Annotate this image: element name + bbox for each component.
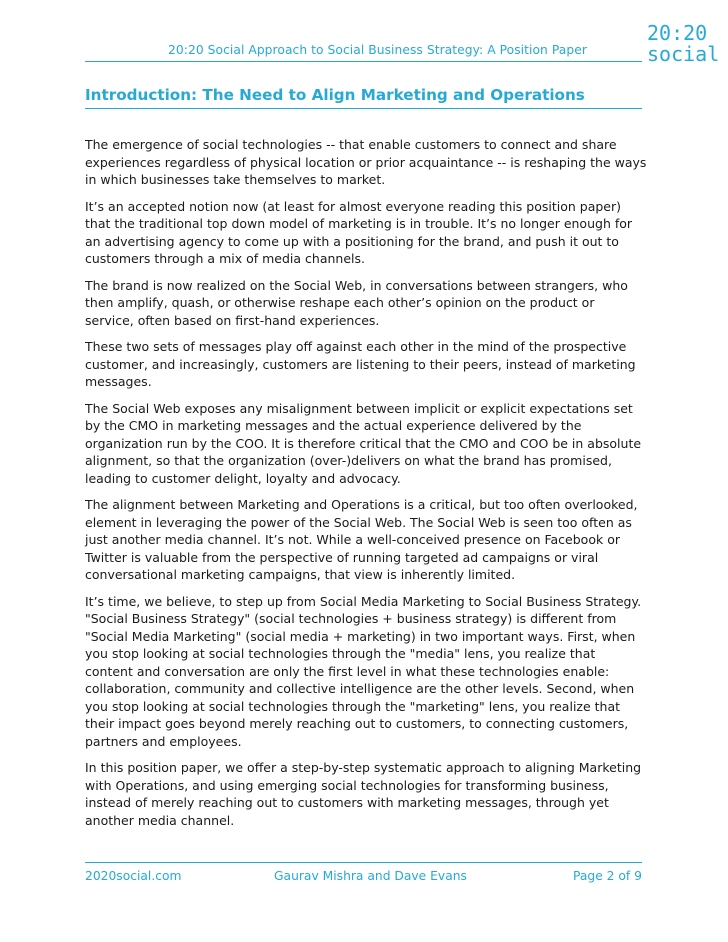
- logo-number-text: 20:20: [647, 21, 708, 45]
- paragraph-7: It’s time, we believe, to step up from Social Media Marketing to Social Business Strategy. "Social Business Strategy" (social technologies + business strategy) is different from "Social Media Marketing" (social media + marketing) in two important ways. First, when you stop looking at social technologies through the "media" lens, you realize that content and conversation are only the first level in what these technologies enable: collaboration, community and collective intelligence are the other levels. Second, when you stop looking at social technologies through the "marketing" lens, you realize that their impact goes beyond merely reaching out to customers, to connecting customers, partners and employees.: [85, 593, 642, 749]
- paragraph-2: It’s an accepted notion now (at least for almost everyone reading this position paper) that the traditional top down model of marketing is in trouble. It’s no longer enough for an advertising agency to come up with a positioning for the brand, and push it out to customers through a mix of media channels.: [85, 198, 633, 266]
- header-title: 20:20 Social Approach to Social Business Strategy: A Position Paper: [168, 43, 587, 57]
- section-title: Introduction: The Need to Align Marketing and Operations: [85, 86, 585, 104]
- paragraph-5: The Social Web exposes any misalignment between implicit or explicit expectations set by the CMO in marketing messages and the actual experience delivered by the organization run by the COO. It is therefore critical that the CMO and COO be in absolute alignment, so that the organization (over-)delivers on what the brand has promised, leading to customer delight, loyalty and advocacy.: [85, 400, 642, 486]
- brand-logo: [645, 21, 720, 66]
- footer-divider: [85, 862, 642, 863]
- footer-authors: Gaurav Mishra and Dave Evans: [274, 869, 467, 883]
- logo-word-text: social: [647, 42, 720, 66]
- body-text: [85, 136, 647, 838]
- header-divider: [85, 61, 642, 62]
- paragraph-3: The brand is now realized on the Social Web, in conversations between strangers, who then amplify, quash, or otherwise reshape each other’s opinion on the product or service, often based on first-hand experiences.: [85, 277, 628, 328]
- paragraph-4: These two sets of messages play off against each other in the mind of the prospective customer, and increasingly, customers are listening to their peers, instead of marketing messages.: [85, 339, 636, 389]
- paragraph-6: The alignment between Marketing and Operations is a critical, but too often overlooked, element in leveraging the power of the Social Web. The Social Web is seen too often as just another media channel. It’s not. While a well-conceived presence on Facebook or Twitter is valuable from the perspective of running targeted ad campaigns or viral conversational marketing campaigns, that view is inherently limited.: [85, 497, 638, 582]
- section-title-divider: [85, 108, 642, 109]
- paragraph-8: In this position paper, we offer a step-by-step systematic approach to aligning Marketing with Operations, and using emerging social technologies for transforming business, instead of merely reaching out to customers with marketing messages, through yet another media channel.: [85, 760, 642, 828]
- footer-website: 2020social.com: [85, 869, 182, 883]
- paragraph-1: The emergence of social technologies -- that enable customers to connect and share experiences regardless of physical location or prior acquaintance -- is reshaping the ways in which businesses take themselves to market.: [85, 137, 647, 187]
- footer-page-number: Page 2 of 9: [573, 869, 642, 883]
